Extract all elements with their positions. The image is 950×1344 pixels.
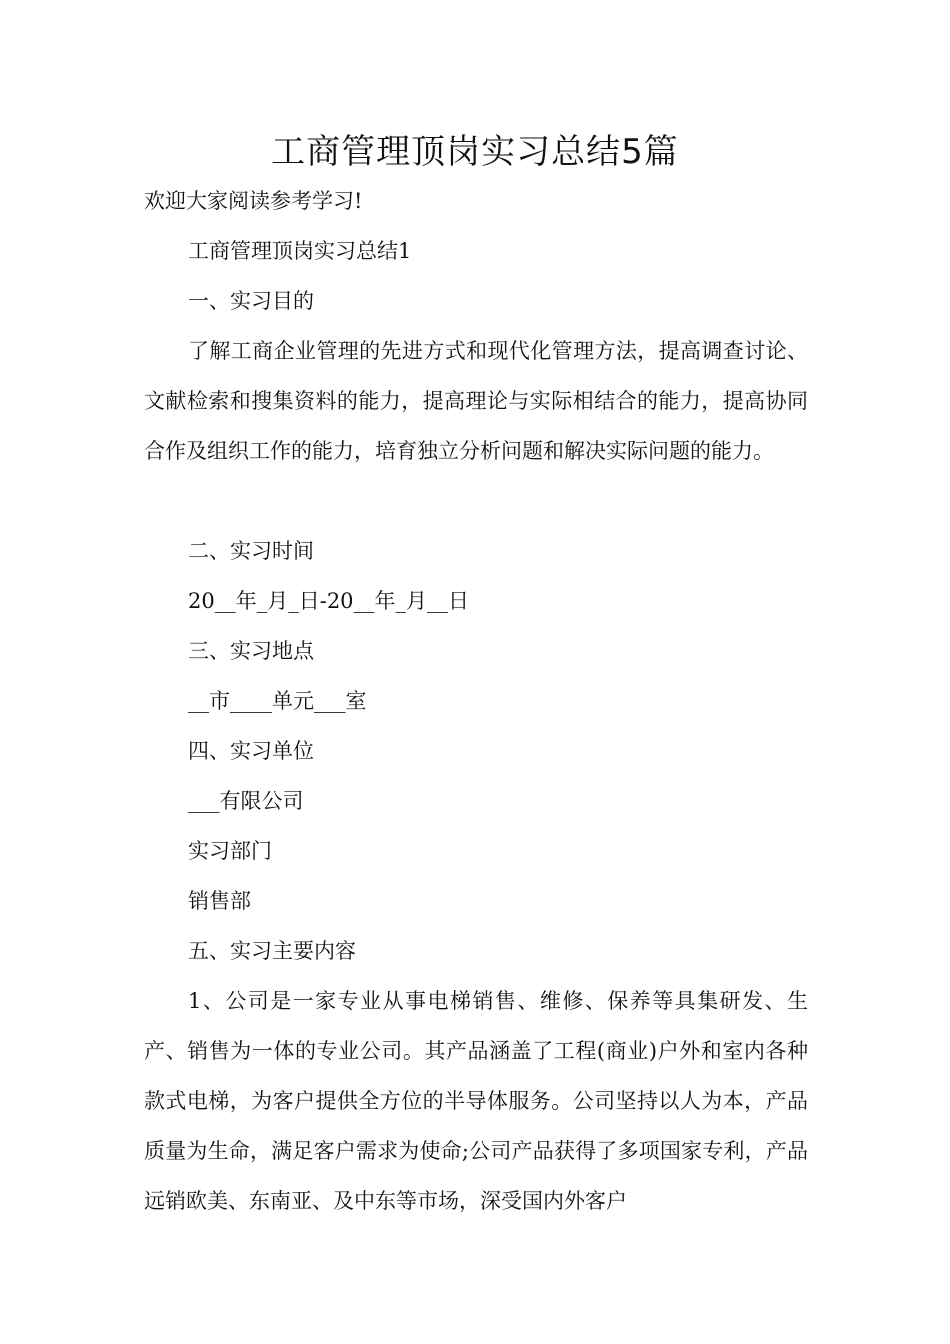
document-title: 工商管理顶岗实习总结5篇 <box>271 132 679 172</box>
section-body-purpose: 了解工商企业管理的先进方式和现代化管理方法，提高调查讨论、文献检索和搜集资料的能力，提高理论与实际相结合的能力，提高协同合作及组织工作的能力，培育独立分析问题和解决实际问题的能力。 <box>144 339 808 463</box>
section-heading-location: 三、实习地点 <box>188 639 314 663</box>
section-heading-content: 五、实习主要内容 <box>188 939 356 963</box>
internship-location-value: __市____单元___室 <box>188 689 367 713</box>
section-body-content: 1、公司是一家专业从事电梯销售、维修、保养等具集研发、生产、销售为一体的专业公司。其产品涵盖了工程(商业)户外和室内各种款式电梯，为客户提供全方位的半导体服务。公司坚持以人为本，产品质量为生命，满足客户需求为使命;公司产品获得了多项国家专利，产品远销欧美、东南亚、及中东等市场，深受国内外客户 <box>144 989 808 1213</box>
department-value: 销售部 <box>188 889 251 913</box>
department-label: 实习部门 <box>188 839 272 863</box>
section-heading-company: 四、实习单位 <box>188 739 314 763</box>
greeting-text: 欢迎大家阅读参考学习! <box>144 189 363 213</box>
section-heading-time: 二、实习时间 <box>188 539 314 563</box>
internship-time-value: 20__年_月_日-20__年_月__日 <box>188 589 470 613</box>
company-name-value: ___有限公司 <box>188 789 304 813</box>
section-heading-purpose: 一、实习目的 <box>188 289 314 313</box>
summary-subtitle: 工商管理顶岗实习总结1 <box>188 239 412 263</box>
